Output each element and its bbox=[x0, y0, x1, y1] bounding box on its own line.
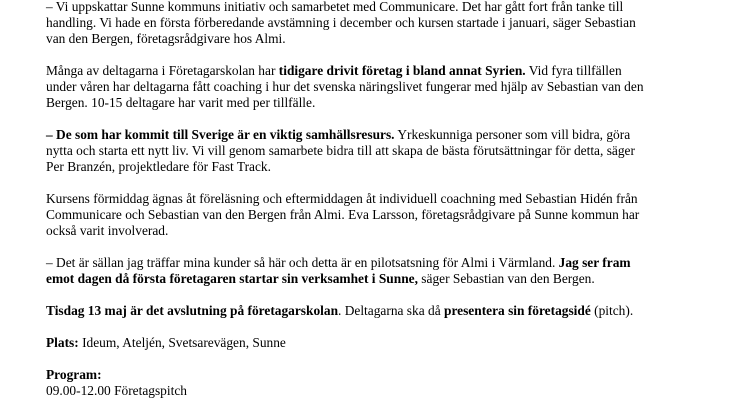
text-run: Vid fyra tillfällen bbox=[525, 63, 622, 78]
bold-text: presentera sin företagsidé bbox=[444, 303, 591, 318]
text-run: Många av deltagarna i Företagarskolan har bbox=[46, 63, 279, 78]
text-run: säger Sebastian van den Bergen. bbox=[417, 271, 595, 286]
bold-text: – De som har kommit till Sverige är en viktig samhällsresurs. bbox=[46, 127, 395, 142]
text-line: Bergen. 10-15 deltagare har varit med per tillfälle. bbox=[46, 95, 316, 110]
text-run: Yrkeskunniga personer som vill bidra, göra bbox=[394, 127, 631, 142]
text-line: under våren har deltagarna fått coaching i hur det svenska näringslivet fungerar med hjälp av Sebastian van den bbox=[46, 79, 644, 94]
text-line: Communicare och Sebastian van den Bergen från Almi. Eva Larsson, företagsrådgivare på Sunne kommun har bbox=[46, 207, 640, 222]
text-line: Kursens förmiddag ägnas åt föreläsning och eftermiddagen åt individuell coachning med Sebastian Hidén från bbox=[46, 191, 638, 206]
text-line: – Vi uppskattar Sunne kommuns initiativ och samarbetet med Communicare. Det har gått fort från tanke till bbox=[46, 0, 624, 14]
bold-text: Tisdag 13 maj är det avslutning på företagarskolan bbox=[46, 303, 339, 318]
text-line bbox=[46, 63, 716, 79]
location-label: Plats: bbox=[46, 335, 79, 350]
text-line: Per Branzén, projektledare för Fast Track. bbox=[46, 159, 271, 174]
text-line bbox=[46, 127, 716, 143]
text-line bbox=[46, 335, 716, 351]
paragraph-quote-pilot bbox=[46, 255, 716, 287]
text-line bbox=[46, 255, 716, 271]
text-line bbox=[46, 271, 716, 287]
location-value: Ideum, Ateljén, Svetsarevägen, Sunne bbox=[78, 335, 286, 350]
paragraph-quote-almi bbox=[46, 0, 716, 47]
article-body bbox=[46, 0, 716, 399]
text-run: . Deltagarna ska då bbox=[338, 303, 444, 318]
text-line: handling. Vi hade en första förberedande avstämning i december och kursen startade i januari, säger Sebastian bbox=[46, 15, 636, 30]
paragraph-course-structure bbox=[46, 191, 716, 239]
program-section bbox=[46, 367, 716, 399]
text-run: (pitch). bbox=[590, 303, 634, 318]
text-line bbox=[46, 303, 716, 319]
paragraph-participants bbox=[46, 63, 716, 111]
paragraph-location bbox=[46, 335, 716, 351]
text-line: nytta och starta ett nytt liv. Vi vill genom samarbete bidra till att skapa de bästa förutsättningar för detta, säger bbox=[46, 143, 635, 158]
bold-text: tidigare drivit företag i bland annat Syrien. bbox=[278, 63, 526, 78]
bold-text: emot dagen då första företagaren startar sin verksamhet i Sunne, bbox=[46, 271, 418, 286]
paragraph-event-date bbox=[46, 303, 716, 319]
text-run: – Det är sällan jag träffar mina kunder så här och detta är en pilotsatsning för Almi i Värmland. bbox=[46, 255, 559, 270]
program-heading: Program: bbox=[46, 367, 102, 382]
bold-text: Jag ser fram bbox=[558, 255, 631, 270]
text-line: van den Bergen, företagsrådgivare hos Almi. bbox=[46, 31, 286, 46]
paragraph-quote-fast-track bbox=[46, 127, 716, 175]
text-line: också varit involverad. bbox=[46, 223, 169, 238]
program-item: 09.00-12.00 Företagspitch bbox=[46, 383, 187, 398]
